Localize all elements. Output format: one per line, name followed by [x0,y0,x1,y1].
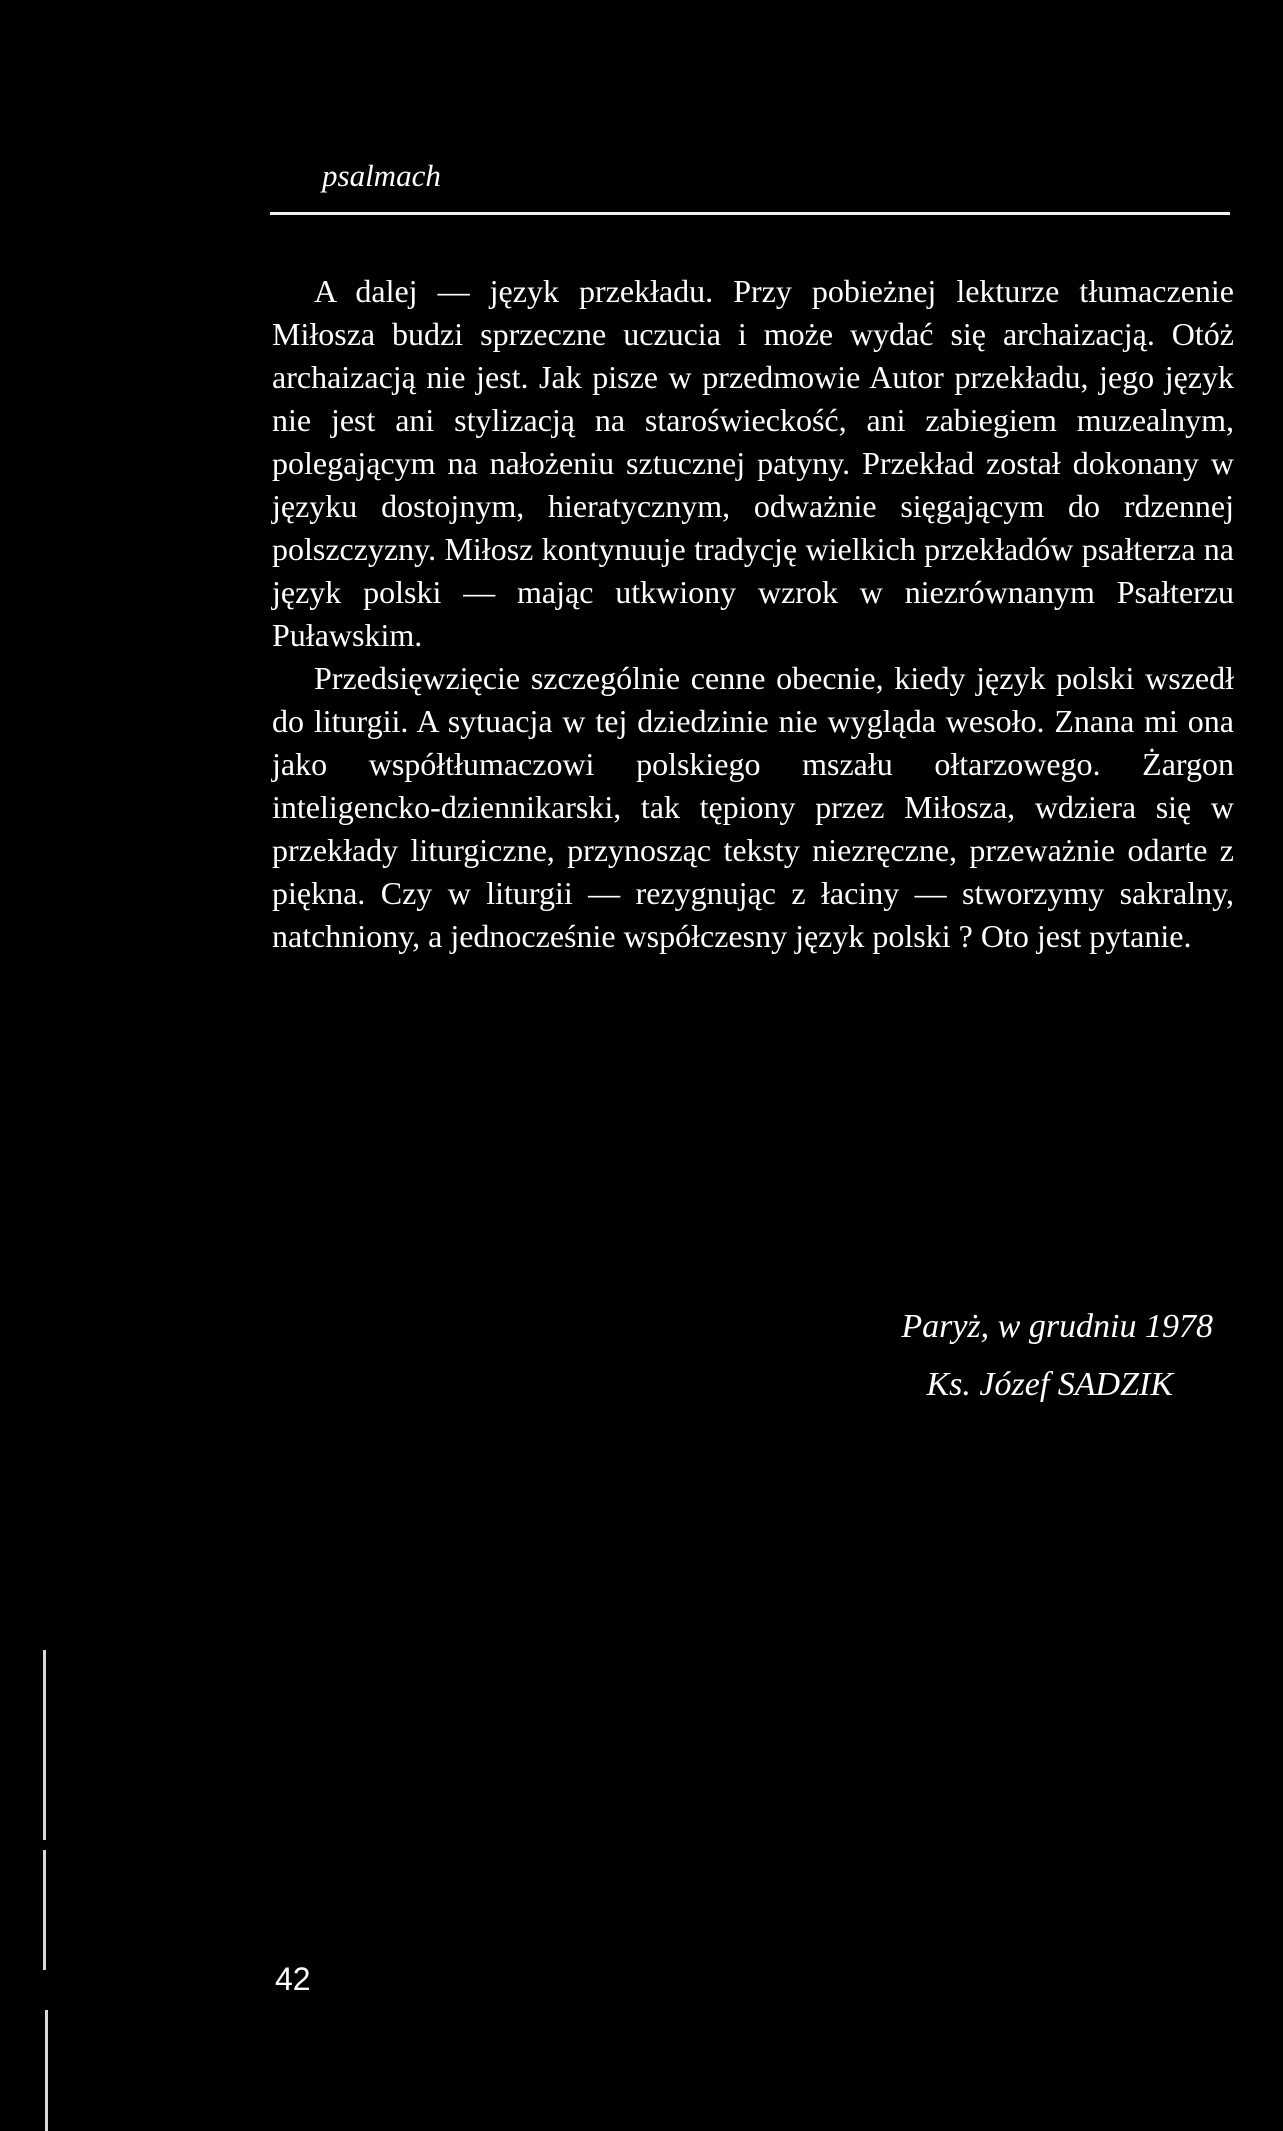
header-rule [270,212,1230,215]
paragraph-2: Przedsięwzięcie szczególnie cenne obecnie, kiedy język polski wszedł do liturgii. A sytuacja w tej dziedzinie nie wygląda wesoło. Znana mi ona jako współtłumaczowi polskiego mszału ołtarzowego. Żargon inteligencko-dziennikarski, tak tępiony przez Miłosza, wdziera się w przekłady liturgiczne, przynosząc teksty niezręczne, przeważnie odarte z piękna. Czy w liturgii — rezygnując z łaciny — stworzymy sakralny, natchniony, a jednocześnie współczesny język polski ? Oto jest pytanie. [272,660,1234,954]
paragraph-1: A dalej — język przekładu. Przy pobieżnej lekturze tłumaczenie Miłosza budzi sprzeczne uczucia i może wydać się archaizacją. Otóż archaizacją nie jest. Jak pisze w przedmowie Autor przekładu, jego język nie jest ani stylizacją na staroświeckość, ani zabiegiem muzealnym, polegającym na nałożeniu sztucznej patyny. Przekład został dokonany w języku dostojnym, hieratycznym, odważnie sięgającym do rdzennej polszczyzny. Miłosz kontynuuje tradycję wielkich przekładów psałterza na język polski — mając utkwiony wzrok w niezrównanym Psałterzu Puławskim. [272,273,1234,653]
margin-scan-line-middle [43,1850,46,1970]
signature-block [513,1298,1213,1414]
body-text [272,270,1234,958]
signature-author: Ks. Józef SADZIK [926,1366,1173,1403]
signature-place-date: Paryż, w grudniu 1978 [901,1308,1213,1345]
running-head: psalmach [322,158,441,193]
page-number: 42 [275,1961,311,1997]
margin-scan-line-lower [45,2010,48,2131]
margin-scan-line-upper [43,1650,46,1840]
